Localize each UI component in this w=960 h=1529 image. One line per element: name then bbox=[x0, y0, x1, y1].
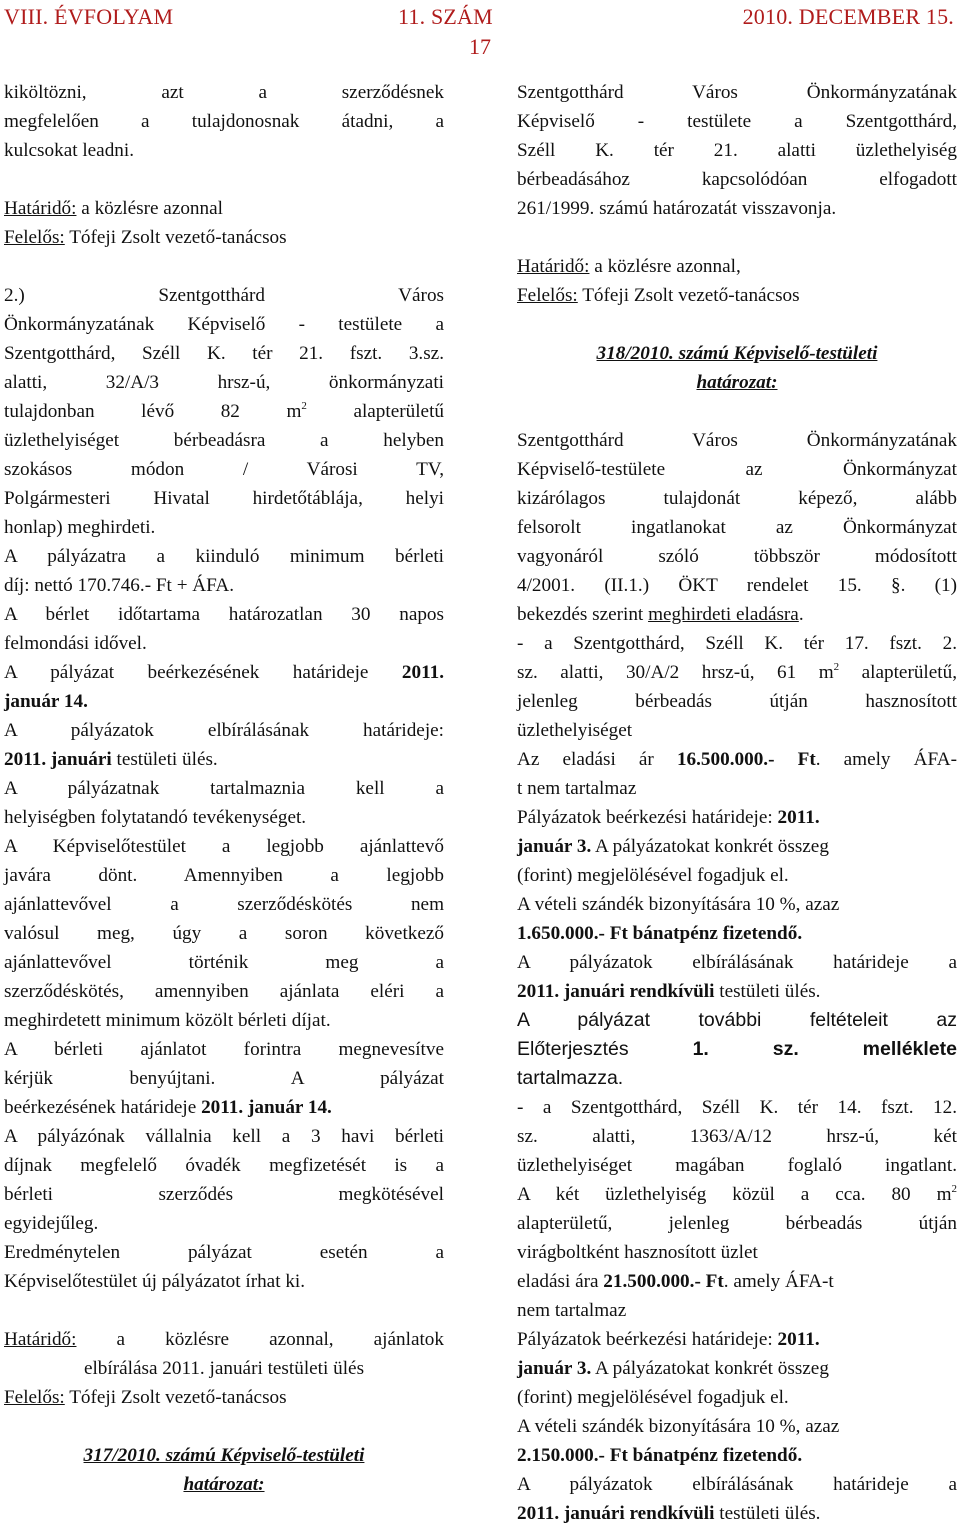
text-line: Önkormányzatának Képviselő - testülete a bbox=[4, 314, 444, 335]
text-line: üzlethelyiséget bbox=[517, 720, 633, 741]
text-line: Eredménytelen pályázat esetén a bbox=[4, 1242, 444, 1263]
resolution-title: 317/2010. számú Képviselő-testületi bbox=[83, 1445, 365, 1466]
text-line: A pályázatok elbírálásának határideje: bbox=[4, 720, 444, 741]
deadline-line bbox=[4, 1325, 444, 1354]
text-fragment: 2011. bbox=[777, 807, 820, 828]
text-line: kérjük benyújtani. A pályázat bbox=[4, 1068, 444, 1089]
text-line: 4/2001. (II.1.) ÖKT rendelet 15. §. (1) bbox=[517, 575, 957, 596]
text-line bbox=[517, 745, 957, 774]
text-line bbox=[517, 977, 957, 1006]
text-line: Szentgotthárd, Széll K. tér 21. fszt. 3.sz. bbox=[4, 343, 444, 364]
text-line: díj: nettó 170.746.- Ft + ÁFA. bbox=[4, 575, 235, 596]
text-line: - a Szentgotthárd, Széll K. tér 14. fszt. 12. bbox=[517, 1097, 957, 1118]
text-line: (forint) megjelölésével fogadjuk el. bbox=[517, 1387, 789, 1408]
text-fragment: A két üzlethelyiség közül a cca. 80 m bbox=[517, 1184, 952, 1205]
text-fragment: 16.500.000.- Ft bbox=[676, 749, 816, 770]
text-line bbox=[517, 1325, 957, 1354]
text-fragment: eladási ára bbox=[517, 1271, 604, 1292]
text-fragment: testületi ülés. bbox=[111, 749, 218, 770]
text-line: jelenleg bérbeadás útján hasznosított bbox=[517, 691, 957, 712]
text-line: Polgármesteri Hivatal hirdetőtáblája, helyi bbox=[4, 488, 444, 509]
text-line: Képviselő-testülete az Önkormányzat bbox=[517, 459, 957, 480]
text-line: t nem tartalmaz bbox=[517, 778, 637, 799]
responsible-label: Felelős: bbox=[4, 1387, 65, 1408]
text-line: A vételi szándék bizonyítására 10 %, azaz bbox=[517, 894, 840, 915]
text-line: A pályázat további feltételeit az bbox=[517, 1009, 957, 1031]
text-line: felmondási idővel. bbox=[4, 633, 147, 654]
text-line bbox=[517, 1180, 957, 1209]
text-line: 2.150.000.- Ft bánatpénz fizetendő. bbox=[517, 1445, 803, 1466]
text-line bbox=[4, 745, 444, 774]
page-number: 17 bbox=[469, 34, 491, 59]
text-fragment: beérkezésének határideje bbox=[4, 1097, 202, 1118]
text-line: felsorolt ingatlanokat az Önkormányzat bbox=[517, 517, 957, 538]
text-line: egyidejűleg. bbox=[4, 1213, 99, 1234]
responsible-text: Tófeji Zsolt vezető-tanácsos bbox=[577, 285, 800, 306]
issue-number: 11. SZÁM bbox=[398, 4, 493, 29]
text-line: díjnak megfelelő óvadék megfizetését is a bbox=[4, 1155, 444, 1176]
page-header bbox=[0, 0, 960, 62]
responsible-line bbox=[4, 1383, 444, 1412]
text-line bbox=[517, 600, 957, 629]
superscript: 2 bbox=[833, 661, 840, 673]
text-line: - a Szentgotthárd, Széll K. tér 17. fszt. 2. bbox=[517, 633, 957, 654]
text-line bbox=[517, 658, 957, 687]
text-fragment: A pályázat beérkezésének határideje bbox=[4, 662, 402, 683]
text-line: sz. alatti, 1363/A/12 hrsz-ú, két bbox=[517, 1126, 957, 1147]
deadline-text: a közlésre azonnal, bbox=[589, 256, 741, 277]
text-line: 2.) Szentgotthárd Város bbox=[4, 285, 444, 306]
text-fragment: Pályázatok beérkezési határideje: bbox=[517, 807, 778, 828]
responsible-line bbox=[517, 281, 957, 310]
text-line: kiköltözni, azt a szerződésnek bbox=[4, 82, 444, 103]
text-fragment: meghirdeti eladásra bbox=[648, 604, 799, 625]
deadline-line bbox=[4, 194, 444, 223]
text-line: honlap) meghirdeti. bbox=[4, 517, 156, 538]
text-line: január 14. bbox=[4, 691, 88, 712]
text-fragment: tulajdonban lévő 82 m bbox=[4, 401, 302, 422]
right-column bbox=[517, 78, 957, 1528]
text-line: üzlethelyiséget bérbeadásra a helyben bbox=[4, 430, 444, 451]
text-fragment: . bbox=[798, 604, 804, 625]
volume-label: VIII. ÉVFOLYAM bbox=[4, 4, 174, 29]
text-line: A bérlet időtartama határozatlan 30 napos bbox=[4, 604, 444, 625]
text-fragment: 2011. január 14. bbox=[201, 1097, 332, 1118]
text-fragment: alapterületű, bbox=[839, 662, 958, 683]
text-line: (forint) megjelölésével fogadjuk el. bbox=[517, 865, 789, 886]
text-fragment: január 3. bbox=[517, 836, 592, 857]
text-line: A pályázatok elbírálásának határideje a bbox=[517, 952, 957, 973]
text-line: Szentgotthárd Város Önkormányzatának bbox=[517, 430, 957, 451]
deadline-text: a közlésre azonnal, ajánlatok bbox=[76, 1329, 444, 1350]
text-line: meghirdetett minimum közölt bérleti díjat. bbox=[4, 1010, 331, 1031]
text-fragment: testületi ülés. bbox=[714, 1503, 821, 1524]
text-line: javára dönt. Amennyiben a legjobb bbox=[4, 865, 444, 886]
text-fragment: Előterjesztés bbox=[517, 1038, 693, 1060]
text-line: Képviselőtestület új pályázatot írhat ki. bbox=[4, 1271, 306, 1292]
text-fragment: A pályázatokat konkrét összeg bbox=[591, 1358, 829, 1379]
text-line: bérbeadásához kapcsolódóan elfogadott bbox=[517, 169, 957, 190]
text-line: ajánlattevővel a szerződéskötés nem bbox=[4, 894, 444, 915]
responsible-label: Felelős: bbox=[517, 285, 578, 306]
text-fragment: 21.500.000.- Ft bbox=[603, 1271, 724, 1292]
text-fragment: . amely ÁFA- bbox=[815, 749, 958, 770]
text-line: ajánlattevővel történik meg a bbox=[4, 952, 444, 973]
text-line: szerződéskötés, amennyiben ajánlata eléri a bbox=[4, 981, 444, 1002]
text-fragment: 2011. bbox=[401, 662, 444, 683]
text-line: Széll K. tér 21. alatti üzlethelyiség bbox=[517, 140, 957, 161]
text-fragment: alapterületű bbox=[306, 401, 444, 422]
resolution-title: határozat: bbox=[696, 372, 778, 393]
issue-date: 2010. DECEMBER 15. bbox=[742, 4, 954, 29]
text-line bbox=[4, 658, 444, 687]
text-line: vagyonáról szóló többször módosított bbox=[517, 546, 957, 567]
text-line bbox=[517, 1035, 957, 1064]
text-line: szokásos módon / Városi TV, bbox=[4, 459, 444, 480]
resolution-title: határozat: bbox=[183, 1474, 265, 1495]
text-fragment: 2011. januári rendkívüli bbox=[517, 981, 715, 1002]
responsible-line bbox=[4, 223, 444, 252]
text-line bbox=[4, 1093, 444, 1122]
superscript: 2 bbox=[301, 400, 307, 412]
text-line: alatti, 32/A/3 hrsz-ú, önkormányzati bbox=[4, 372, 444, 393]
text-line: A pályázatra a kiinduló minimum bérleti bbox=[4, 546, 444, 567]
deadline-line bbox=[517, 252, 957, 281]
responsible-text: Tófeji Zsolt vezető-tanácsos bbox=[64, 227, 287, 248]
text-line: A bérleti ajánlatot forintra megnevesítve bbox=[4, 1039, 444, 1060]
text-line: A vételi szándék bizonyítására 10 %, azaz bbox=[517, 1416, 840, 1437]
text-line: A pályázónak vállalnia kell a 3 havi bérleti bbox=[4, 1126, 444, 1147]
text-line: helyiségben folytatandó tevékenységet. bbox=[4, 807, 307, 828]
text-line: alapterületű, jelenleg bérbeadás útján bbox=[517, 1213, 957, 1234]
text-line: nem tartalmaz bbox=[517, 1300, 627, 1321]
superscript: 2 bbox=[951, 1183, 957, 1195]
text-line: üzlethelyiséget magában foglaló ingatlant. bbox=[517, 1155, 957, 1176]
text-line bbox=[4, 397, 444, 426]
text-line: Képviselő - testülete a Szentgotthárd, bbox=[517, 111, 957, 132]
text-fragment: Pályázatok beérkezési határideje: bbox=[517, 1329, 778, 1350]
text-line: megfelelően a tulajdonosnak átadni, a bbox=[4, 111, 444, 132]
deadline-label: Határidő: bbox=[517, 256, 590, 277]
text-fragment: Az eladási ár bbox=[517, 749, 677, 770]
text-fragment: A pályázatokat konkrét összeg bbox=[591, 836, 829, 857]
text-line: A pályázatnak tartalmaznia kell a bbox=[4, 778, 444, 799]
text-line bbox=[517, 832, 957, 861]
text-line: A Képviselőtestület a legjobb ajánlattevő bbox=[4, 836, 444, 857]
text-fragment: 2011. januári bbox=[4, 749, 112, 770]
text-line: elbírálása 2011. januári testületi ülés bbox=[83, 1358, 365, 1379]
text-line bbox=[517, 1267, 957, 1296]
text-line bbox=[517, 1499, 957, 1528]
text-fragment: 2011. januári rendkívüli bbox=[517, 1503, 715, 1524]
left-column bbox=[4, 78, 444, 1499]
text-fragment: testületi ülés. bbox=[714, 981, 821, 1002]
text-fragment: január 3. bbox=[517, 1358, 592, 1379]
text-line: kizárólagos tulajdonát képező, alább bbox=[517, 488, 957, 509]
responsible-label: Felelős: bbox=[4, 227, 65, 248]
resolution-title: 318/2010. számú Képviselő-testületi bbox=[596, 343, 878, 364]
text-line: Szentgotthárd Város Önkormányzatának bbox=[517, 82, 957, 103]
text-line bbox=[517, 1354, 957, 1383]
text-line: 261/1999. számú határozatát visszavonja. bbox=[517, 198, 837, 219]
text-line bbox=[517, 803, 957, 832]
deadline-label: Határidő: bbox=[4, 198, 77, 219]
deadline-text: a közlésre azonnal bbox=[76, 198, 223, 219]
text-line: 1.650.000.- Ft bánatpénz fizetendő. bbox=[517, 923, 803, 944]
deadline-label: Határidő: bbox=[4, 1329, 77, 1350]
text-line: valósul meg, úgy a soron következő bbox=[4, 923, 444, 944]
text-fragment: . amely ÁFA-t bbox=[723, 1271, 834, 1292]
text-line: tartalmazza. bbox=[517, 1067, 624, 1089]
text-fragment: 1. sz. melléklete bbox=[692, 1038, 957, 1060]
text-line: A pályázatok elbírálásának határideje a bbox=[517, 1474, 957, 1495]
responsible-text: Tófeji Zsolt vezető-tanácsos bbox=[64, 1387, 287, 1408]
text-line: bérleti szerződés megkötésével bbox=[4, 1184, 444, 1205]
text-line: kulcsokat leadni. bbox=[4, 140, 135, 161]
text-line: virágboltként hasznosított üzlet bbox=[517, 1242, 758, 1263]
text-fragment: bekezdés szerint bbox=[517, 604, 649, 625]
text-fragment: sz. alatti, 30/A/2 hrsz-ú, 61 m bbox=[517, 662, 834, 683]
text-fragment: 2011. bbox=[777, 1329, 820, 1350]
